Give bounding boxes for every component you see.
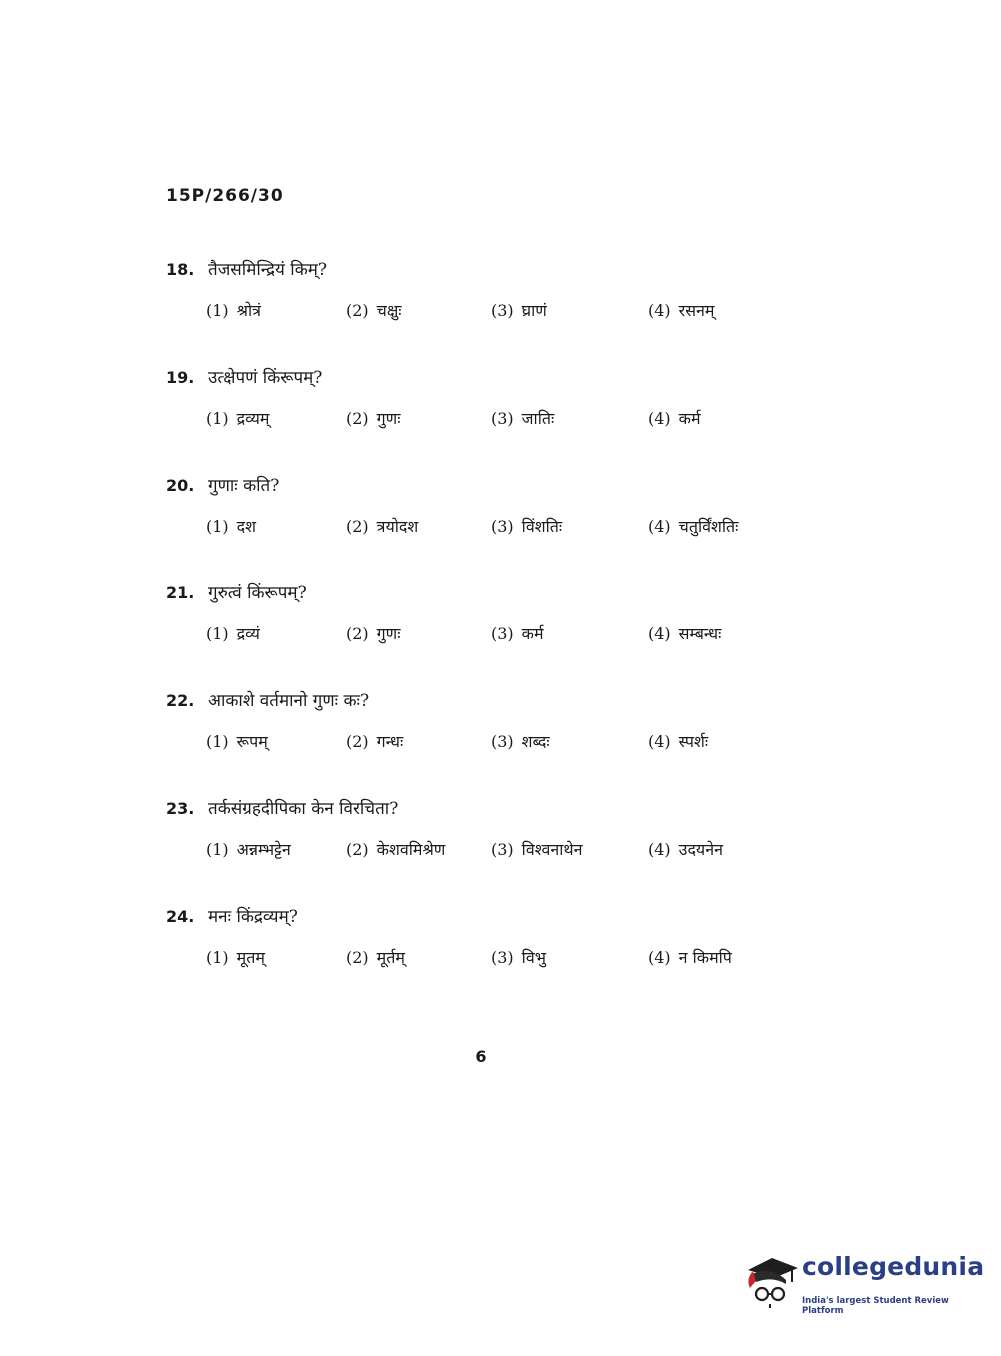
option-2: (2) चक्षुः bbox=[346, 301, 402, 320]
question-number: 21. bbox=[166, 583, 195, 602]
option-3: (3) विंशतिः bbox=[491, 517, 563, 536]
question-number: 18. bbox=[166, 260, 195, 279]
option-2: (2) गुणः bbox=[346, 624, 401, 643]
options-list bbox=[166, 299, 846, 329]
option-4: (4) उदयनेन bbox=[648, 840, 723, 859]
question-text: तैजसमिन्द्रियं किम्? bbox=[208, 260, 328, 280]
collegedunia-logo bbox=[742, 1248, 985, 1318]
question-22 bbox=[166, 688, 846, 760]
question-number: 23. bbox=[166, 799, 195, 818]
option-1: (1) द्रव्यं bbox=[206, 624, 260, 643]
question-number: 19. bbox=[166, 368, 195, 387]
option-4: (4) न किमपि bbox=[648, 948, 732, 967]
option-1: (1) मूतम् bbox=[206, 948, 265, 967]
question-19 bbox=[166, 365, 846, 437]
option-1: (1) रूपम् bbox=[206, 732, 268, 751]
options-list bbox=[166, 515, 846, 545]
brand-name: collegedunia bbox=[802, 1252, 985, 1281]
option-3: (3) कर्म bbox=[491, 624, 544, 643]
option-2: (2) केशवमिश्रेण bbox=[346, 840, 446, 859]
option-2: (2) त्रयोदश bbox=[346, 517, 419, 536]
question-18 bbox=[166, 257, 846, 329]
option-3: (3) शब्दः bbox=[491, 732, 550, 751]
options-list bbox=[166, 622, 846, 652]
option-4: (4) चतुर्विंशतिः bbox=[648, 517, 739, 536]
options-list bbox=[166, 730, 846, 760]
option-4: (4) स्पर्शः bbox=[648, 732, 709, 751]
question-number: 20. bbox=[166, 476, 195, 495]
option-1: (1) द्रव्यम् bbox=[206, 409, 270, 428]
options-list bbox=[166, 838, 846, 868]
brand-tagline: India's largest Student Review Platform bbox=[802, 1296, 949, 1316]
option-3: (3) विभु bbox=[491, 948, 546, 967]
question-20 bbox=[166, 473, 846, 545]
option-1: (1) दश bbox=[206, 517, 257, 536]
question-text: तर्कसंग्रहदीपिका केन विरचिता? bbox=[208, 799, 399, 819]
question-24 bbox=[166, 904, 846, 976]
option-3: (3) विश्वनाथेन bbox=[491, 840, 583, 859]
question-text: मनः किंद्रव्यम्? bbox=[208, 907, 298, 927]
option-4: (4) कर्म bbox=[648, 409, 701, 428]
option-1: (1) अन्नम्भट्टेन bbox=[206, 840, 291, 859]
question-text: आकाशे वर्तमानो गुणः कः? bbox=[208, 691, 370, 711]
option-2: (2) गुणः bbox=[346, 409, 401, 428]
question-number: 22. bbox=[166, 691, 195, 710]
options-list bbox=[166, 407, 846, 437]
option-3: (3) घ्राणं bbox=[491, 301, 547, 320]
question-text: गुरुत्वं किंरूपम्? bbox=[208, 583, 307, 603]
question-21 bbox=[166, 580, 846, 652]
option-2: (2) गन्धः bbox=[346, 732, 404, 751]
options-list bbox=[166, 946, 846, 976]
option-1: (1) श्रोत्रं bbox=[206, 301, 261, 320]
page-number: 6 bbox=[475, 1047, 487, 1066]
question-text: गुणाः कति? bbox=[208, 476, 280, 496]
option-3: (3) जातिः bbox=[491, 409, 555, 428]
question-text: उत्क्षेपणं किंरूपम्? bbox=[208, 368, 323, 388]
paper-code: 15P/266/30 bbox=[166, 186, 284, 206]
option-2: (2) मूर्तम् bbox=[346, 948, 405, 967]
option-4: (4) रसनम् bbox=[648, 301, 715, 320]
question-23 bbox=[166, 796, 846, 868]
option-4: (4) सम्बन्धः bbox=[648, 624, 722, 643]
collegedunia-mascot-icon bbox=[742, 1250, 800, 1308]
question-number: 24. bbox=[166, 907, 195, 926]
